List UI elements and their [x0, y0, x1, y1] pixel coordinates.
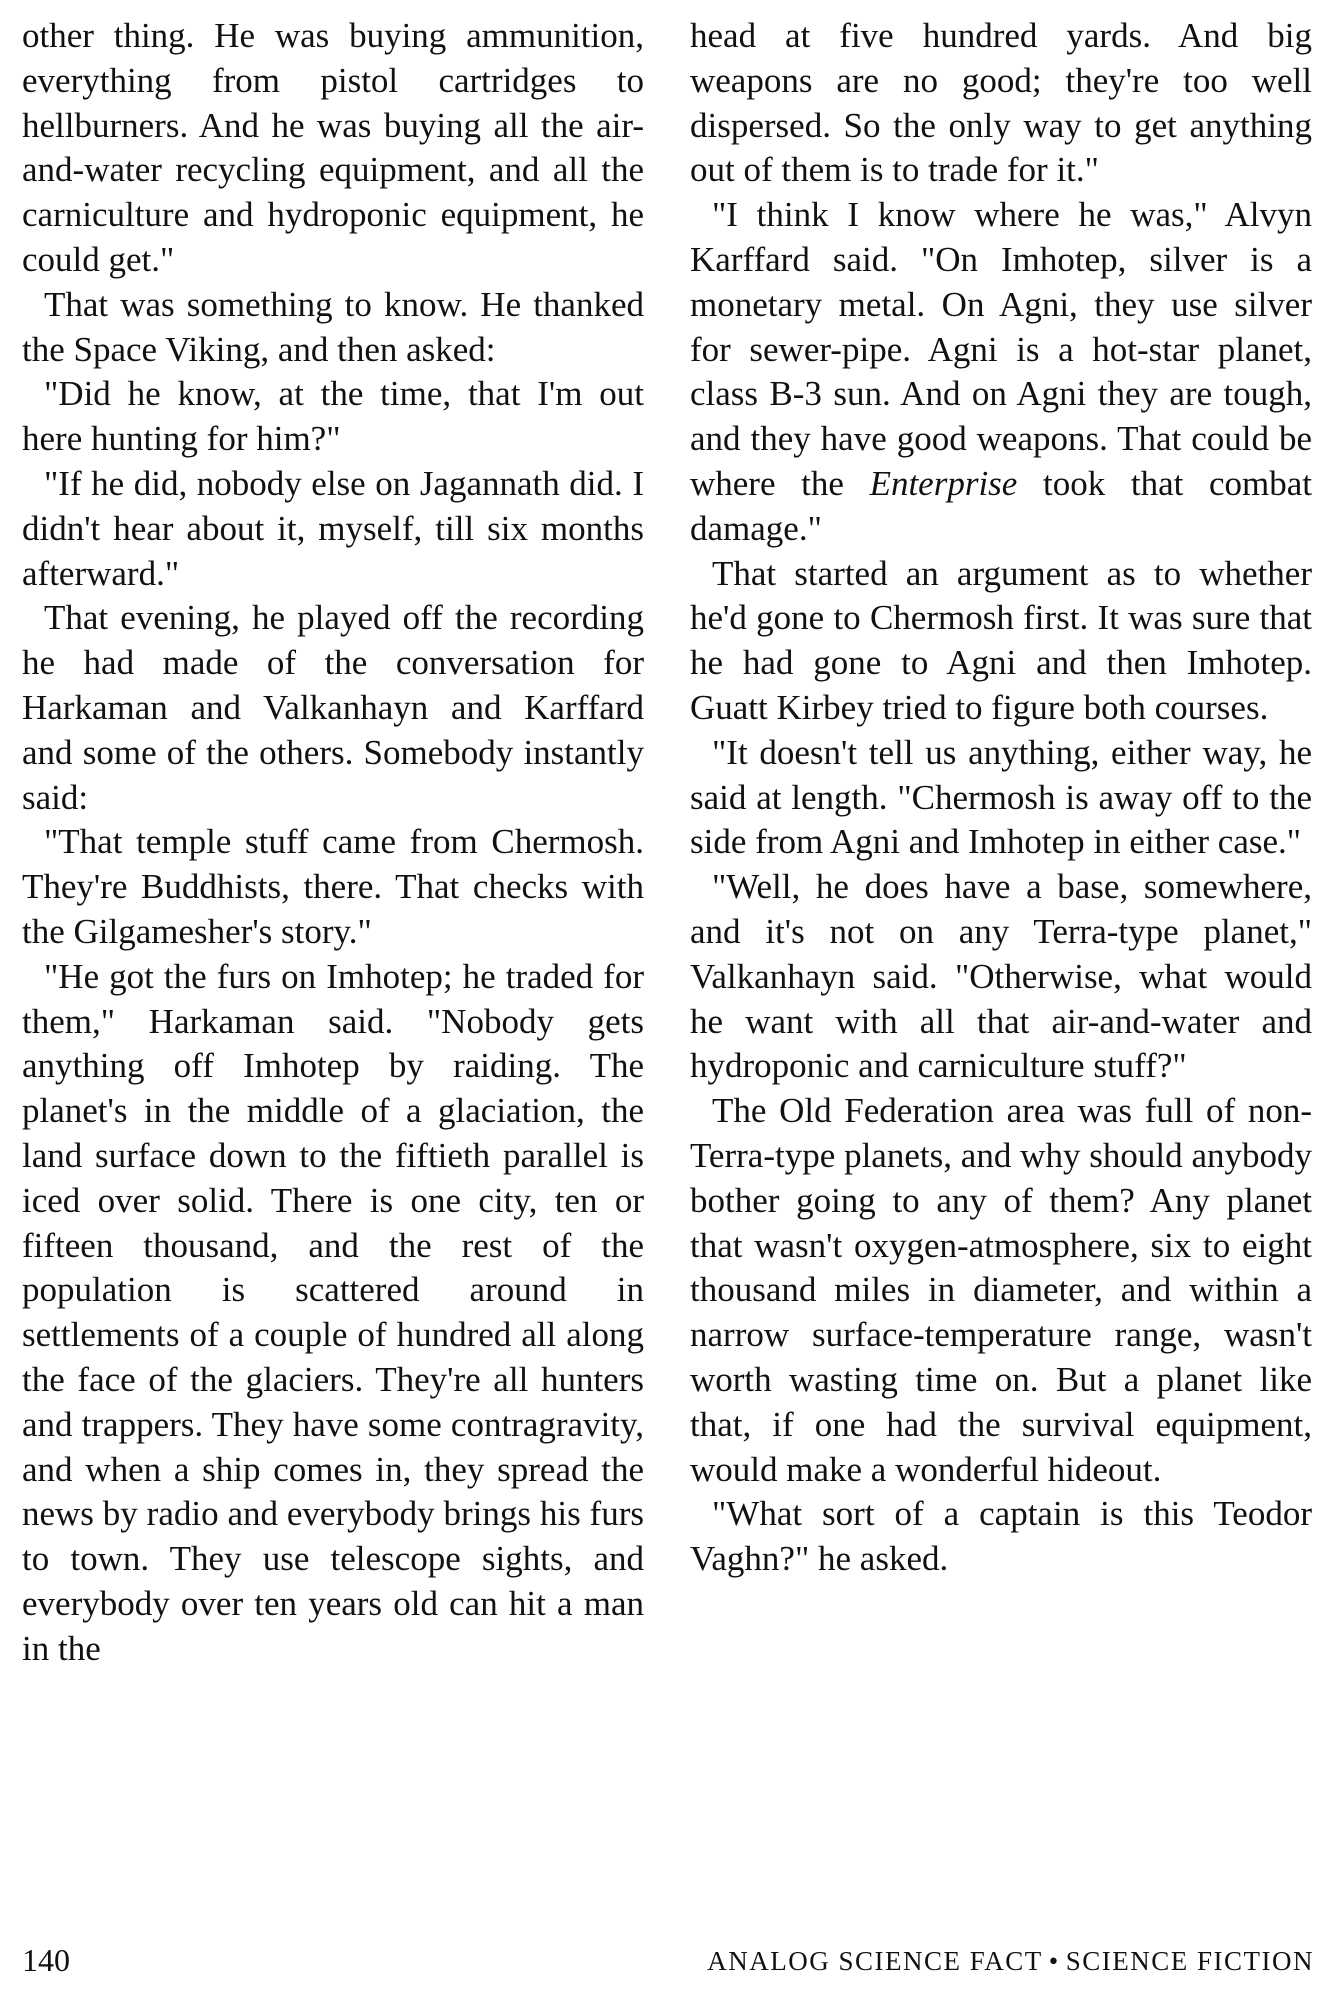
- paragraph: "I think I know where he was," Alvyn Karffard said. "On Imhotep, silver is a monetary metal. On Agni, they use silver for sewer-pipe. Agni is a hot-star planet, class B-3 sun. And on Agni they are tough, and they have good weapons. That could be where the Enterprise took that combat damage.": [690, 195, 1312, 548]
- ship-name: Enterprise: [869, 463, 1018, 503]
- page-number: 140: [22, 1942, 70, 1978]
- paragraph: "It doesn't tell us anything, either way, he said at length. "Chermosh is away off to the side from Agni and Imhotep in either case.": [690, 732, 1312, 862]
- page-footer: [22, 1942, 1314, 1992]
- running-head-right: SCIENCE FICTION: [1065, 1946, 1314, 1976]
- running-head: [707, 1946, 1314, 1977]
- paragraph: That evening, he played off the recording he had made of the conversation for Harkaman and Valkanhayn and Karffard and some of the others. Somebody instantly said:: [22, 598, 644, 817]
- paragraph: "Well, he does have a base, somewhere, and it's not on any Terra-type planet," Valkanhayn said. "Otherwise, what would he want with all that air-and-water and hydroponic and carniculture stuff?": [690, 867, 1312, 1086]
- paragraph: "Did he know, at the time, that I'm out here hunting for him?": [22, 374, 644, 459]
- left-text-column: [22, 14, 644, 1671]
- paragraph: "He got the furs on Imhotep; he traded for them," Harkaman said. "Nobody gets anything off Imhotep by raiding. The planet's in the middle of a glaciation, the land surface down to the fiftieth parallel is iced over solid. There is one city, ten or fifteen thousand, and the rest of the population is scattered around in settlements of a couple of hundred all along the face of the glaciers. They're all hunters and trappers. They have some contragravity, and when a ship comes in, they spread the news by radio and everybody brings his furs to town. They use telescope sights, and everybody over ten years old can hit a man in the: [22, 956, 644, 1668]
- paragraph: head at five hundred yards. And big weapons are no good; they're too well dispersed. So the only way to get anything out of them is to trade for it.": [690, 16, 1312, 190]
- right-text-column: [690, 14, 1312, 1582]
- paragraph: other thing. He was buying ammunition, everything from pistol cartridges to hellburners. And he was buying all the air-and-water recycling equipment, and all the carniculture and hydroponic equipment, he could get.": [22, 16, 644, 279]
- paragraph: That started an argument as to whether he'd gone to Chermosh first. It was sure that he had gone to Agni and then Imhotep. Guatt Kirbey tried to figure both courses.: [690, 553, 1312, 727]
- paragraph: The Old Federation area was full of non-Terra-type planets, and why should anybody bother going to any of them? Any planet that wasn't oxygen-atmosphere, six to eight thousand miles in diameter, and within a narrow surface-temperature range, wasn't worth wasting time on. But a planet like that, if one had the survival equipment, would make a wonderful hideout.: [690, 1091, 1312, 1489]
- running-head-left: ANALOG SCIENCE FACT: [707, 1946, 1043, 1976]
- paragraph: "That temple stuff came from Chermosh. They're Buddhists, there. That checks with the Gilgamesher's story.": [22, 822, 644, 951]
- running-head-separator: •: [1048, 1946, 1060, 1976]
- paragraph: "What sort of a captain is this Teodor Vaghn?" he asked.: [690, 1494, 1312, 1579]
- paragraph: "If he did, nobody else on Jagannath did. I didn't hear about it, myself, till six months afterward.": [22, 463, 644, 593]
- paragraph: That was something to know. He thanked the Space Viking, and then asked:: [22, 284, 644, 369]
